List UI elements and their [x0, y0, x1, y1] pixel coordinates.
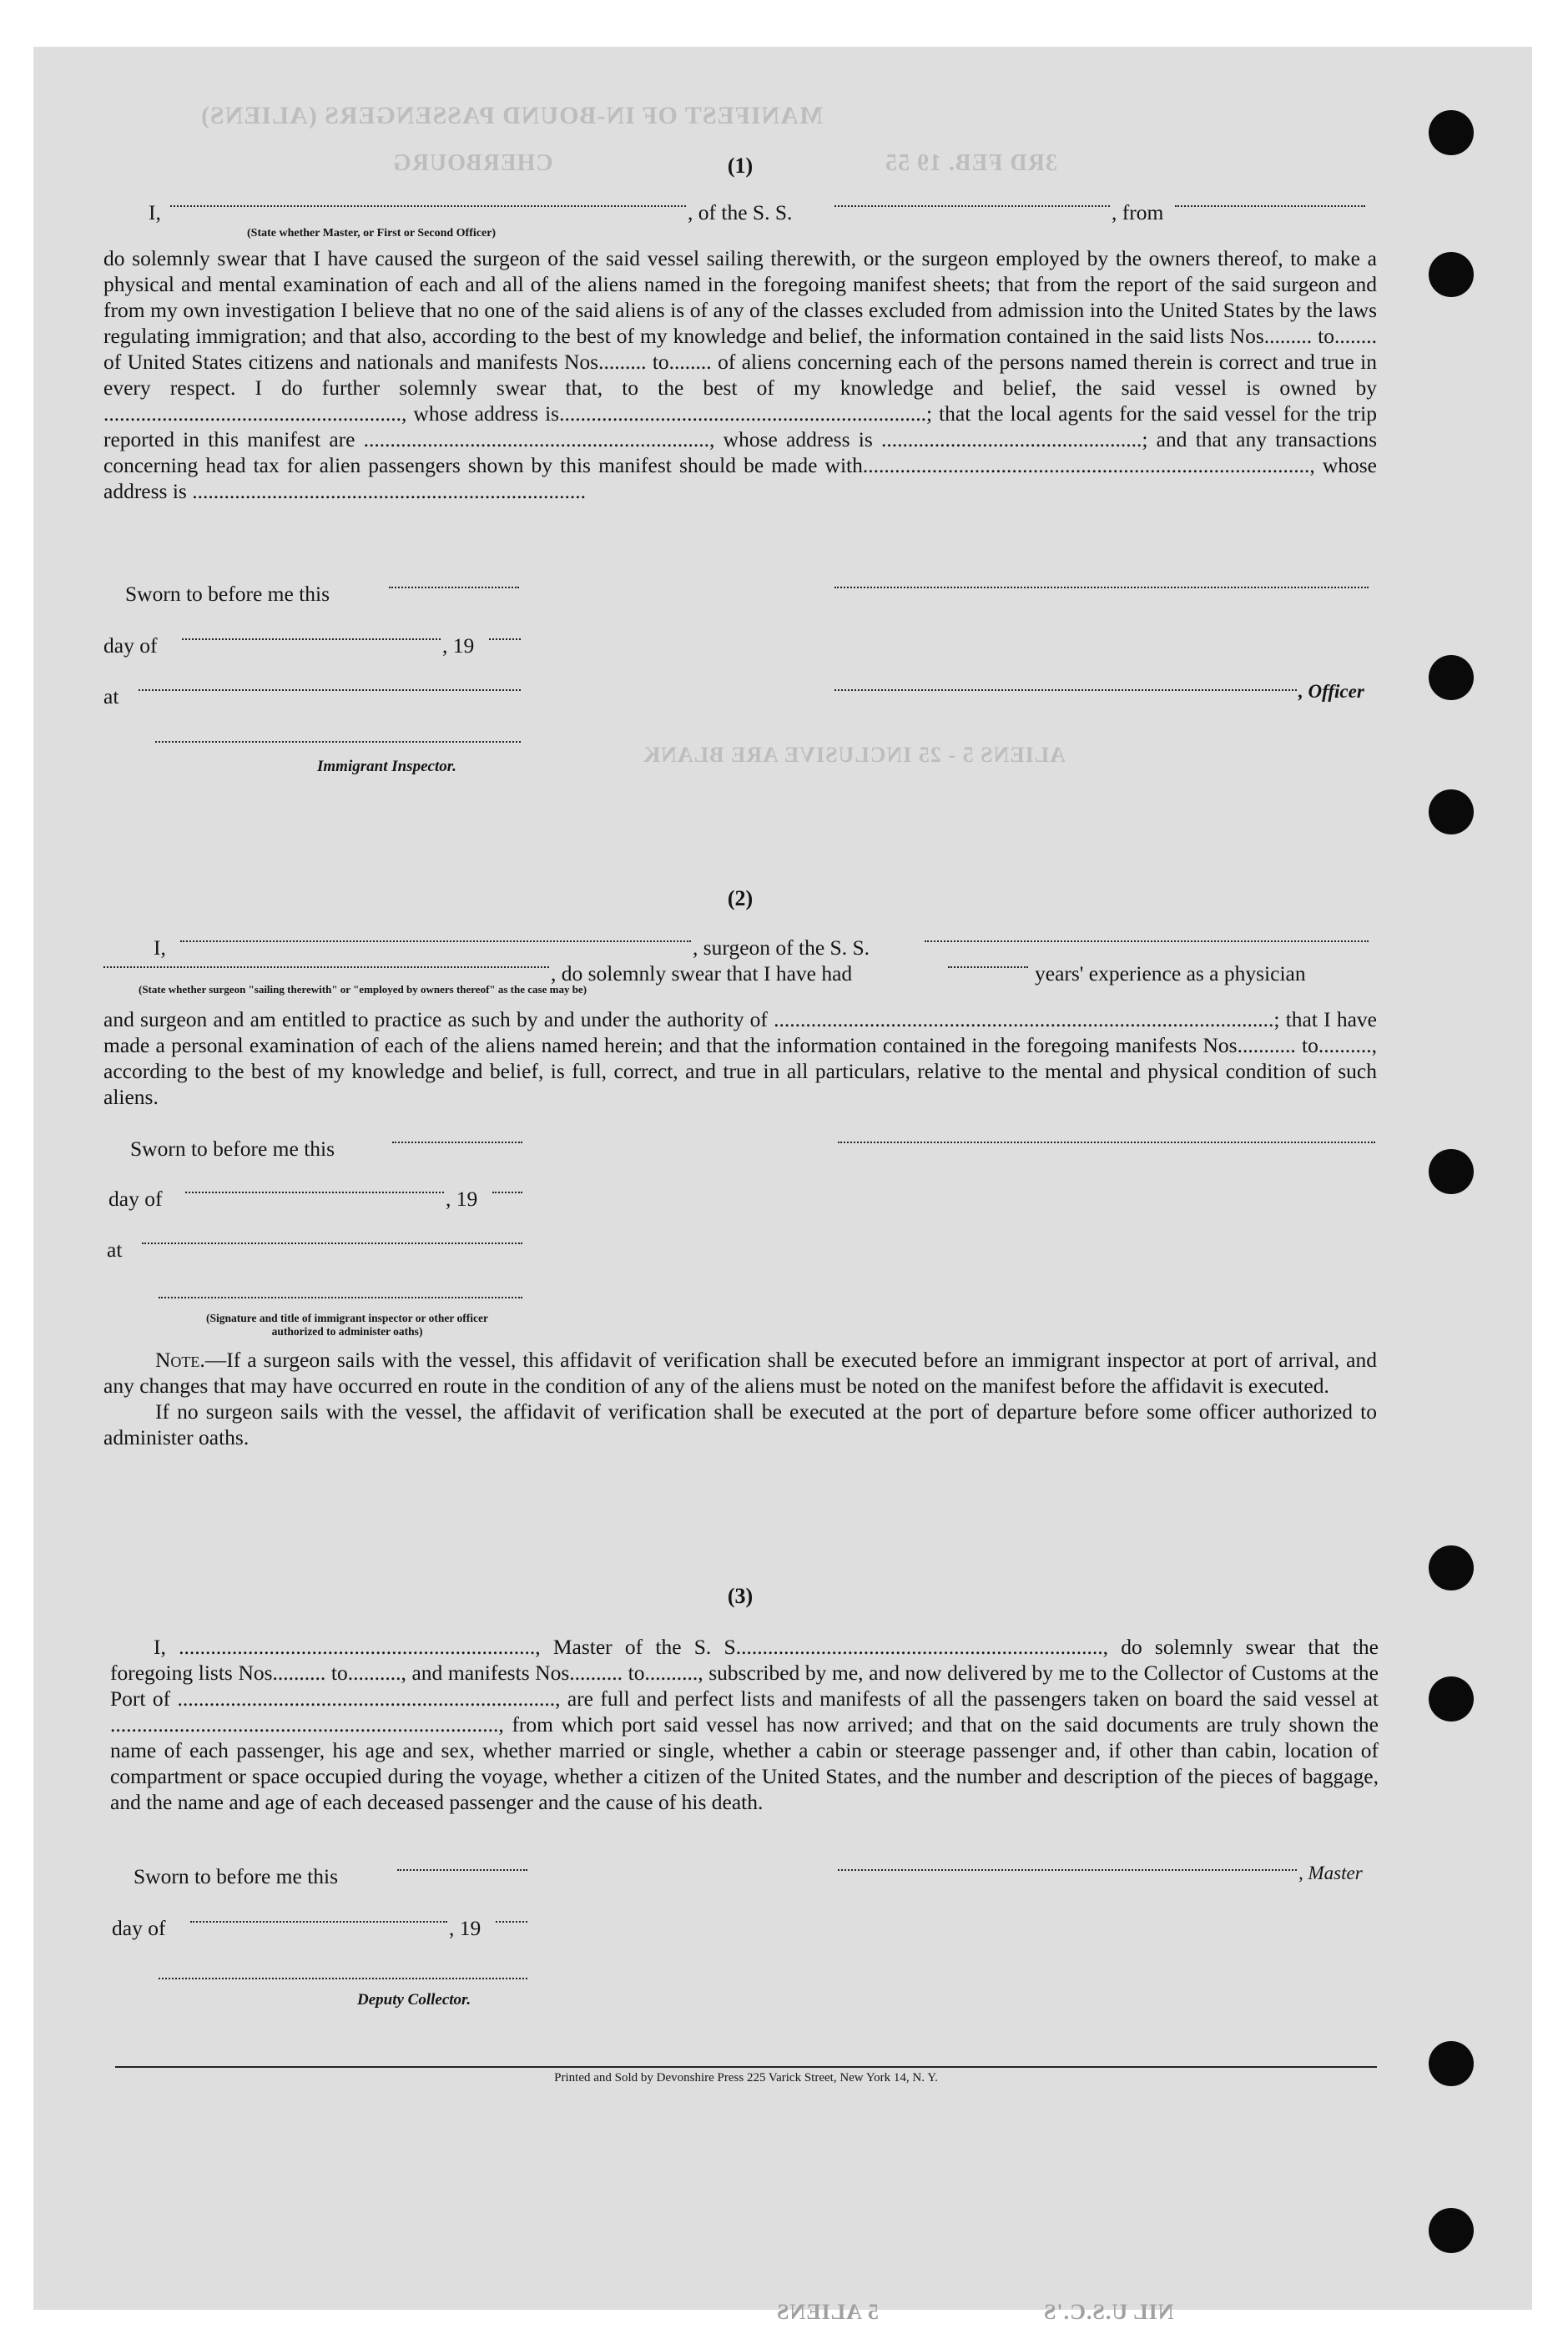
- section-2-body: [103, 1006, 1377, 1110]
- rank-note: (State whether Master, or First or Second Officer): [247, 227, 497, 239]
- sworn-day-field-3[interactable]: [397, 1869, 527, 1871]
- surgeon-name-field[interactable]: [180, 940, 691, 942]
- master-signature-line[interactable]: [838, 1869, 1297, 1871]
- years-field[interactable]: [948, 966, 1028, 968]
- punch-hole: [1429, 110, 1474, 155]
- master-name-field[interactable]: [170, 205, 686, 207]
- master-oath-text: do solemnly swear that I have caused the surgeon of the said vessel sailing therewith, or the surgeon employed by the owners thereof, to make a physical and mental examination of each and all of the aliens named in the foregoing manifest sheets; that from the report of the said surgeon and from my own investigation I believe that no one of the said aliens is of any of the classes excluded from admission into the United States by the laws regulating immigration; and that also, according to the best of my knowledge and belief, the information contained in the said lists Nos......... to........ of United States citizens and nationals and manifests Nos......... to........ of aliens concerning each of the persons named therein is correct and true in every respect. I do further solemnly swear that, to the best of my knowledge and belief, the said vessel is owned by ........................................................, whose address is.....................................................................; that the local agents for the said vessel for the trip reported in this manifest are ................................................................., whose address is .................................................; and that any transactions concerning head tax for alien passengers shown by this manifest should be made with...................................................................................., whose address is ..........................................................................: [103, 246, 1377, 503]
- day-month-field-3[interactable]: [190, 1921, 447, 1923]
- collector-signature-line[interactable]: [159, 1978, 527, 1979]
- ship-name-field[interactable]: [834, 205, 1110, 207]
- master-intro: I,: [149, 200, 161, 224]
- note-text: —If a surgeon sails with the vessel, this affidavit of verification shall be executed before an immigrant inspector at port of arrival, and any changes that may have occurred en route in the condition of any of the aliens must be noted on the manifest before the affidavit is executed.: [103, 1348, 1377, 1398]
- surgeon-swear-label: , do solemnly swear that I have had: [551, 961, 853, 986]
- year-field-2[interactable]: [492, 1192, 522, 1193]
- surgeon-note: (State whether surgeon "sailing therewith" or "employed by owners thereof" as the case may be): [139, 983, 587, 996]
- day-of-label-3: day of: [112, 1916, 166, 1940]
- punch-hole: [1429, 1149, 1474, 1194]
- sworn-label-1: Sworn to before me this: [125, 582, 330, 606]
- year-label-2: , 19: [446, 1187, 478, 1211]
- surgeon-of-ss-label: , surgeon of the S. S.: [693, 935, 870, 960]
- of-ss-label: , of the S. S.: [688, 200, 793, 224]
- punch-hole: [1429, 2041, 1474, 2086]
- administering-officer-line[interactable]: [159, 1297, 522, 1298]
- section-3-number: (3): [727, 1584, 754, 1608]
- section-1-number: (1): [727, 154, 754, 178]
- inspector-caption: Immigrant Inspector.: [317, 758, 456, 775]
- note-block: [103, 1347, 1377, 1450]
- day-of-label-1: day of: [103, 633, 158, 658]
- signature-caption: (Signature and title of immigrant inspector or other officer authorized to administer oaths): [206, 1312, 488, 1338]
- officer-signature-line[interactable]: [834, 689, 1297, 691]
- at-field-2[interactable]: [142, 1243, 522, 1244]
- footer-rule: [115, 2066, 1377, 2068]
- surgeon-rank-field[interactable]: [103, 966, 549, 968]
- sworn-day-field-1[interactable]: [389, 587, 519, 588]
- bleed-middle: ALIENS 5 - 25 INCLUSIVE ARE BLANK: [643, 743, 1066, 767]
- note-paragraph: [103, 1347, 1377, 1399]
- punch-hole: [1429, 789, 1474, 834]
- section-2-number: (2): [727, 886, 754, 910]
- surgeon-intro: I,: [154, 935, 166, 960]
- day-month-field-2[interactable]: [185, 1192, 444, 1193]
- bleed-bottom-left: 5 ALIENS: [776, 2300, 879, 2324]
- collector-caption: Deputy Collector.: [357, 1991, 471, 2009]
- sworn-label-2: Sworn to before me this: [130, 1137, 335, 1161]
- year-label-1: , 19: [442, 633, 475, 658]
- bleed-bottom-right: NIL U.S.C.'S: [1043, 2300, 1174, 2324]
- years-label: years' experience as a physician: [1035, 961, 1306, 986]
- at-field-1[interactable]: [139, 689, 521, 691]
- bleed-date: 3RD FEB. 19 55: [885, 150, 1057, 176]
- surgeon-signature-line[interactable]: [838, 1142, 1375, 1143]
- year-field-3[interactable]: [496, 1921, 527, 1923]
- day-month-field-1[interactable]: [182, 638, 441, 640]
- punch-hole: [1429, 252, 1474, 297]
- section-3-body: [110, 1634, 1379, 1815]
- at-label-1: at: [103, 684, 119, 708]
- year-label-3: , 19: [449, 1916, 481, 1940]
- punch-hole: [1429, 1676, 1474, 1722]
- year-field-1[interactable]: [489, 638, 521, 640]
- bleed-header: MANIFEST OF IN-BOUND PASSENGERS (ALIENS): [200, 102, 824, 129]
- bleed-ship: CHERBOURG: [392, 150, 553, 176]
- from-port-field[interactable]: [1175, 205, 1365, 207]
- sworn-label-3: Sworn to before me this: [134, 1864, 339, 1888]
- from-label: , from: [1112, 200, 1164, 224]
- section-1-body: [103, 245, 1377, 504]
- officer-caption: , Officer: [1298, 681, 1364, 702]
- printer-imprint: Printed and Sold by Devonshire Press 225 Varick Street, New York 14, N. Y.: [554, 2071, 938, 2084]
- punch-hole: [1429, 2208, 1474, 2253]
- master-caption: , Master: [1298, 1863, 1363, 1883]
- surgeon-oath-text: and surgeon and am entitled to practice as such by and under the authority of ..............................................................................................; that I have made a personal examination of each of the aliens named herein; and that the information contained in the foregoing manifests Nos........... to.........., according to the best of my knowledge and belief, is full, correct, and true in all particulars, relative to the mental and physical condition of such aliens.: [103, 1007, 1377, 1109]
- officer-signature-line-top[interactable]: [834, 587, 1369, 588]
- sworn-day-field-2[interactable]: [392, 1142, 522, 1143]
- at-label-2: at: [107, 1238, 123, 1262]
- surgeon-ship-field[interactable]: [925, 940, 1369, 942]
- day-of-label-2: day of: [108, 1187, 163, 1211]
- punch-hole: [1429, 655, 1474, 700]
- inspector-signature-line[interactable]: [155, 741, 521, 743]
- note-label: Note.: [155, 1348, 205, 1372]
- note-paragraph-2: If no surgeon sails with the vessel, the affidavit of verification shall be executed at the port of departure before some officer authorized to administer oaths.: [103, 1399, 1377, 1449]
- punch-hole: [1429, 1545, 1474, 1590]
- collector-oath-text: I, ..................................................................., Master of the S. S....................................................................., do solemnly swear that the foregoing lists Nos.......... to.........., and manifests Nos.......... to.........., subscribed by me, and now delivered by me to the Collector of Customs at the Port of ......................................................................., are full and perfect lists and manifests of all the passengers taken on board the said vessel at ........................................................................., from which port said vessel has now arrived; and that on the said documents are truly shown the name of each passenger, his age and sex, whether married or single, whether a cabin or steerage passenger and, if other than cabin, location of compartment or space occupied during the voyage, whether a citizen of the United States, and the number and description of the pieces of baggage, and the name and age of each deceased passenger and the cause of his death.: [110, 1635, 1379, 1814]
